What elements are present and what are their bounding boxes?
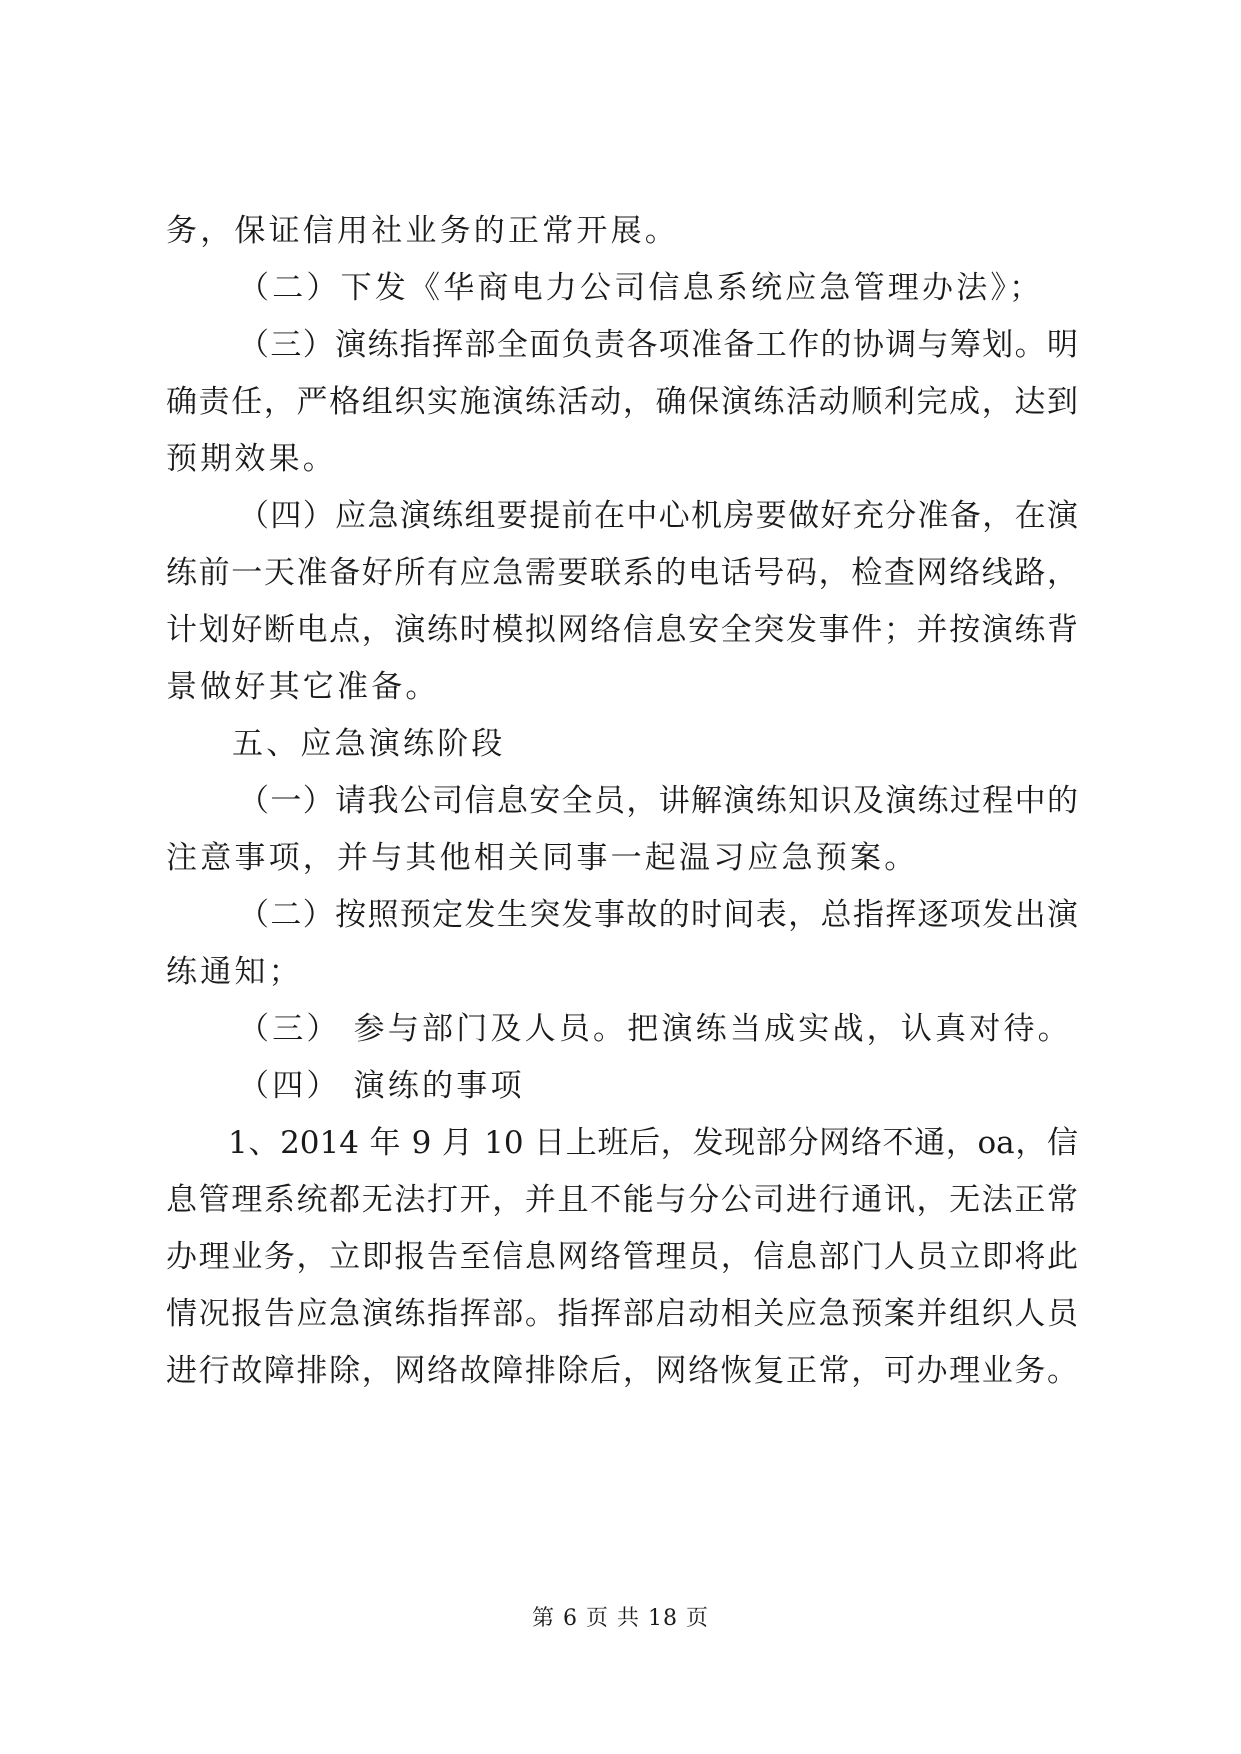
text-line-13: （二）按照预定发生突发事故的时间表，总指挥逐项发出演 bbox=[238, 897, 1078, 933]
text-line-8: 计划好断电点，演练时模拟网络信息安全突发事件；并按演练背 bbox=[166, 612, 1078, 648]
text-line-6: （四）应急演练组要提前在中心机房要做好充分准备，在演 bbox=[238, 498, 1078, 534]
text-line-1: 务，保证信用社业务的正常开展。 bbox=[166, 213, 679, 249]
text-line-19: 办理业务，立即报告至信息网络管理员，信息部门人员立即将此 bbox=[166, 1239, 1078, 1275]
text-line-18: 息管理系统都无法打开，并且不能与分公司进行通讯，无法正常 bbox=[166, 1182, 1078, 1218]
text-line-5: 预期效果。 bbox=[166, 441, 337, 477]
text-line-15: （三） 参与部门及人员。把演练当成实战，认真对待。 bbox=[238, 1011, 1072, 1047]
section-heading: 五、应急演练阶段 bbox=[232, 726, 506, 762]
text-line-9: 景做好其它准备。 bbox=[166, 669, 440, 705]
text-line-17: 1、2014 年 9 月 10 日上班后，发现部分网络不通，oa，信 bbox=[228, 1125, 1078, 1161]
text-line-16: （四） 演练的事项 bbox=[238, 1068, 525, 1104]
text-line-7: 练前一天准备好所有应急需要联系的电话号码，检查网络线路， bbox=[166, 555, 1078, 591]
text-line-3: （三）演练指挥部全面负责各项准备工作的协调与筹划。明 bbox=[238, 327, 1078, 363]
text-line-12: 注意事项，并与其他相关同事一起温习应急预案。 bbox=[166, 840, 919, 876]
text-line-21: 进行故障排除，网络故障排除后，网络恢复正常，可办理业务。 bbox=[166, 1353, 1078, 1389]
text-line-20: 情况报告应急演练指挥部。指挥部启动相关应急预案并组织人员 bbox=[166, 1296, 1078, 1332]
text-line-2: （二）下发《华商电力公司信息系统应急管理办法》； bbox=[238, 270, 1044, 306]
text-line-4: 确责任，严格组织实施演练活动，确保演练活动顺利完成，达到 bbox=[166, 384, 1078, 420]
text-line-14: 练通知； bbox=[166, 954, 303, 990]
text-line-11: （一）请我公司信息安全员，讲解演练知识及演练过程中的 bbox=[238, 783, 1078, 819]
page-number-footer: 第 6 页 共 18 页 bbox=[532, 1606, 709, 1631]
